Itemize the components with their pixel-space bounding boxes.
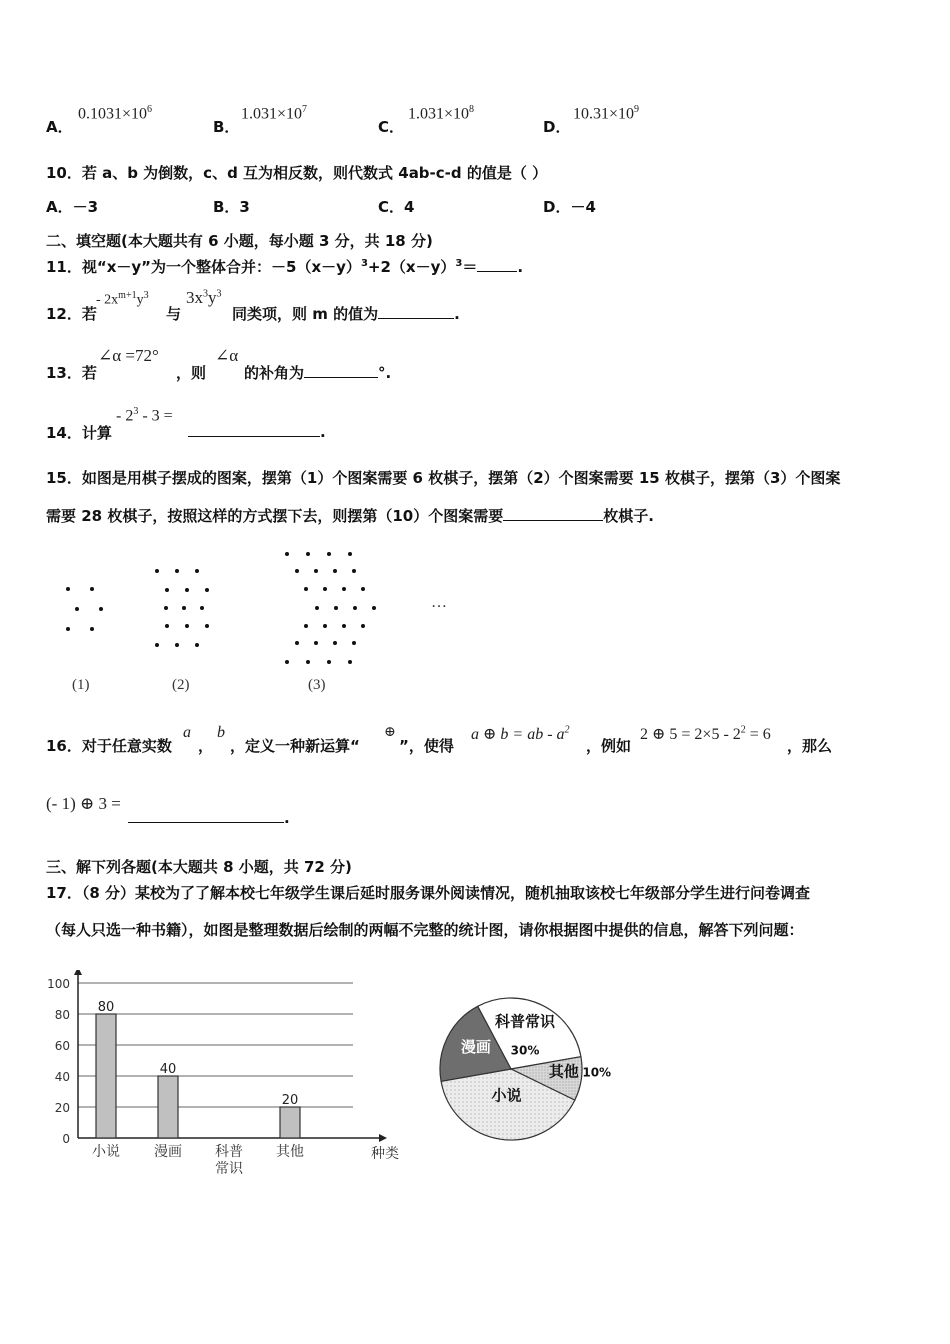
q14-expr [116, 406, 173, 425]
chess-piece-dot [361, 624, 365, 628]
chess-piece-dot [185, 588, 189, 592]
pie-slice-value-label: 30% [510, 1043, 540, 1058]
q16-suffix: ，那么 [787, 737, 833, 755]
bar-data-label: 80 [97, 1000, 115, 1015]
q15-fig-label-2: (2) [172, 677, 190, 693]
q10-stem: 10．若 a、b 为倒数，c、d 互为相反数，则代数式 4ab-c-d 的值是（ ） [46, 164, 548, 182]
bar-data-label: 20 [281, 1093, 299, 1108]
q13-prefix: 13．若 [46, 364, 97, 382]
q14-answer-blank[interactable] [188, 422, 320, 437]
q17-line1: 17．（8 分）某校为了了解本校七年级学生课后延时服务课外阅读情况，随机抽取该校七年级部分学生进行问卷调查 [46, 884, 811, 902]
chess-piece-dot [185, 624, 189, 628]
chess-piece-dot [175, 643, 179, 647]
pie-slice-label: 漫画 [460, 1037, 491, 1056]
chess-piece-dot [285, 660, 289, 664]
q15-fig-label-3: (3) [308, 677, 326, 693]
chess-piece-dot [333, 641, 337, 645]
q14-end: . [320, 423, 326, 441]
q12-suffix-line [232, 303, 460, 324]
chess-piece-dot [304, 587, 308, 591]
q12-expr2-sup: 3 [203, 288, 208, 300]
q16-def-base: a ⊕ b = ab - a [471, 726, 565, 743]
section3-heading: 三、解下列各题(本大题共 8 小题，共 72 分) [46, 858, 352, 876]
q16-example-sup: 2 [740, 724, 746, 736]
pie-slice-label: 科普常识 [494, 1012, 556, 1031]
chess-piece-dot [66, 627, 70, 631]
q9-option-b-base: 1.031×10 [241, 105, 303, 123]
y-tick-label: 80 [54, 1008, 70, 1022]
chess-piece-dot [334, 606, 338, 610]
q16-mid2: ”，使得 [399, 737, 454, 755]
q10-option-d: D．－4 [543, 198, 596, 216]
q16-example [640, 724, 771, 744]
chess-piece-dot [306, 552, 310, 556]
bar [158, 1076, 178, 1138]
q13-suffix: 的补角为 [244, 364, 305, 382]
q16-op: ⊕ [384, 725, 396, 740]
chess-piece-dot [155, 643, 159, 647]
q9-option-d-exp: 9 [634, 104, 640, 115]
chess-piece-dot [75, 607, 79, 611]
chess-piece-dot [342, 587, 346, 591]
q15-line2 [46, 505, 654, 526]
q16-def [471, 724, 570, 744]
chess-piece-dot [205, 624, 209, 628]
pie-slice-label: 小说 [491, 1086, 522, 1105]
q10-option-a: A．－3 [46, 198, 99, 216]
q16-mid3: ，例如 [586, 737, 632, 755]
chess-piece-dot [200, 606, 204, 610]
q11-text-a: 11．视“x－y”为一个整体合并：－5（x－y） [46, 258, 361, 276]
q16-comma: ， [198, 737, 214, 755]
y-axis-arrow [74, 970, 82, 975]
chess-piece-dot [165, 624, 169, 628]
bar-chart [40, 970, 420, 1190]
chess-piece-dot [333, 569, 337, 573]
chess-piece-dot [353, 606, 357, 610]
bar [96, 1014, 116, 1138]
q12-expr2 [186, 288, 222, 308]
y-tick-label: 100 [47, 977, 70, 991]
chess-piece-dot [90, 587, 94, 591]
x-category-label: 科普 [215, 1144, 243, 1160]
q12-expr1-y: y [136, 292, 144, 308]
q11-answer-blank[interactable] [477, 257, 517, 272]
q9-option-c-label: C． [378, 118, 405, 136]
chess-piece-dot [314, 641, 318, 645]
q9-option-a-base: 0.1031×10 [78, 105, 148, 123]
q12-expr2-base: 3x [186, 288, 203, 307]
q9-option-d-label: D． [543, 118, 571, 136]
y-tick-label: 40 [54, 1070, 70, 1084]
q12-expr1-y-sup: 3 [143, 290, 149, 301]
q9-option-a-value [78, 104, 152, 123]
q10-option-c: C．4 [378, 198, 415, 216]
x-category-label: 其他 [276, 1144, 304, 1160]
q12-mid: 与 [166, 305, 182, 323]
q15-fig-label-1: (1) [72, 677, 90, 693]
q15-ellipsis: … [431, 594, 447, 611]
chess-piece-dot [327, 660, 331, 664]
pie-slice-label: 其他 [548, 1062, 579, 1081]
q16-b: b [217, 724, 225, 741]
q9-option-c-value [408, 104, 474, 123]
chess-piece-dot [164, 606, 168, 610]
q9-option-a-label: A． [46, 118, 73, 136]
q10-option-b: B．3 [213, 198, 250, 216]
x-category-label: 常识 [215, 1161, 243, 1177]
q9-option-d-base: 10.31×10 [573, 105, 635, 123]
q13-end: °. [378, 364, 392, 382]
q16-a: a [183, 724, 191, 741]
q16-example-tail: = 6 [745, 726, 771, 743]
q9-option-c-base: 1.031×10 [408, 105, 470, 123]
chess-piece-dot [327, 552, 331, 556]
chess-piece-dot [295, 641, 299, 645]
q9-option-b-exp: 7 [302, 104, 308, 115]
q9-option-d-value [573, 104, 639, 123]
bar [280, 1107, 300, 1138]
x-axis-arrow [379, 1134, 387, 1142]
x-axis-label: 种类 [371, 1146, 399, 1162]
chess-piece-dot [195, 569, 199, 573]
q14-expr-tail: - 3 = [138, 407, 173, 425]
pie-slice-value-label: 10% [582, 1065, 612, 1080]
chess-piece-dot [314, 569, 318, 573]
q16-def-sup: 2 [564, 724, 570, 736]
x-category-label: 小说 [92, 1144, 120, 1160]
q16-blank-line [128, 808, 290, 827]
q14-expr-sup: 3 [133, 406, 139, 417]
q11-text-c: ＝ [462, 258, 478, 276]
y-tick-label: 0 [62, 1132, 70, 1146]
q12-prefix: 12．若 [46, 305, 97, 323]
q16-end: . [284, 809, 290, 827]
chess-piece-dot [295, 569, 299, 573]
q11-exp1: 3 [360, 258, 368, 269]
q16-example-base: 2 ⊕ 5 = 2×5 - 2 [640, 726, 741, 743]
chess-piece-dot [306, 660, 310, 664]
q15-answer-blank[interactable] [503, 506, 603, 521]
chess-piece-dot [182, 606, 186, 610]
pie-chart [430, 985, 630, 1155]
chess-piece-dot [66, 587, 70, 591]
chess-piece-dot [175, 569, 179, 573]
q11-question [46, 256, 523, 277]
q12-end: . [454, 305, 460, 323]
q16-answer-blank[interactable] [128, 808, 284, 823]
q14-expr-base: - 2 [116, 407, 134, 425]
q11-end: . [517, 258, 524, 276]
q13-suffix-line [244, 362, 391, 383]
q15-line2-b: 枚棋子. [603, 507, 654, 525]
q14-prefix: 14．计算 [46, 424, 112, 442]
q11-exp2: 3 [455, 258, 463, 269]
y-tick-label: 60 [54, 1039, 70, 1053]
q9-option-b-label: B． [213, 118, 240, 136]
q9-option-b-value [241, 104, 307, 123]
q12-expr2-y-sup: 3 [216, 288, 222, 300]
section2-heading: 二、填空题(本大题共有 6 小题，每小题 3 分，共 18 分) [46, 232, 433, 250]
q13-angle: ∠α [215, 346, 239, 365]
q17-line2: （每人只选一种书籍），如图是整理数据后绘制的两幅不完整的统计图，请你根据图中提供的信息，解答下列问题： [46, 921, 804, 939]
chess-piece-dot [352, 641, 356, 645]
q13-answer-blank[interactable] [304, 363, 378, 378]
q12-expr2-y: y [208, 288, 217, 307]
q12-expr1-sup: m+1 [118, 290, 137, 301]
q12-answer-blank[interactable] [378, 304, 454, 319]
chess-piece-dot [352, 569, 356, 573]
q15-line1: 15．如图是用棋子摆成的图案，摆第（1）个图案需要 6 枚棋子，摆第（2）个图案需要 15 枚棋子，摆第（3）个图案 [46, 469, 841, 487]
chess-piece-dot [195, 643, 199, 647]
q13-angle-expr: ∠α =72° [98, 346, 159, 365]
q12-expr1 [96, 290, 149, 309]
chess-piece-dot [99, 607, 103, 611]
chess-piece-dot [205, 588, 209, 592]
chess-piece-dot [315, 606, 319, 610]
q16-mid1: ，定义一种新运算“ [230, 737, 360, 755]
q12-expr1-base: - 2x [96, 292, 119, 308]
q9-option-a-exp: 6 [147, 104, 153, 115]
chess-piece-dot [348, 660, 352, 664]
q9-option-c-exp: 8 [469, 104, 475, 115]
chess-piece-dot [372, 606, 376, 610]
chess-piece-dot [348, 552, 352, 556]
bar-data-label: 40 [159, 1062, 177, 1077]
chess-piece-dot [285, 552, 289, 556]
chess-piece-dot [165, 588, 169, 592]
x-category-label: 漫画 [154, 1144, 182, 1160]
q13-mid: ，则 [176, 364, 207, 382]
y-tick-label: 20 [54, 1101, 70, 1115]
chess-piece-dot [361, 587, 365, 591]
chess-piece-dot [304, 624, 308, 628]
chess-piece-dot [155, 569, 159, 573]
chess-piece-dot [323, 624, 327, 628]
q16-line2-expr: (- 1) ⊕ 3 = [46, 794, 121, 813]
chess-piece-dot [323, 587, 327, 591]
q15-line2-a: 需要 28 枚棋子，按照这样的方式摆下去，则摆第（10）个图案需要 [46, 507, 504, 525]
chess-piece-dot [342, 624, 346, 628]
q12-suffix: 同类项，则 m 的值为 [232, 305, 379, 323]
q14-blank-line [188, 422, 326, 441]
chess-piece-dot [90, 627, 94, 631]
q11-text-b: +2（x－y） [367, 258, 456, 276]
q16-prefix: 16．对于任意实数 [46, 737, 172, 755]
